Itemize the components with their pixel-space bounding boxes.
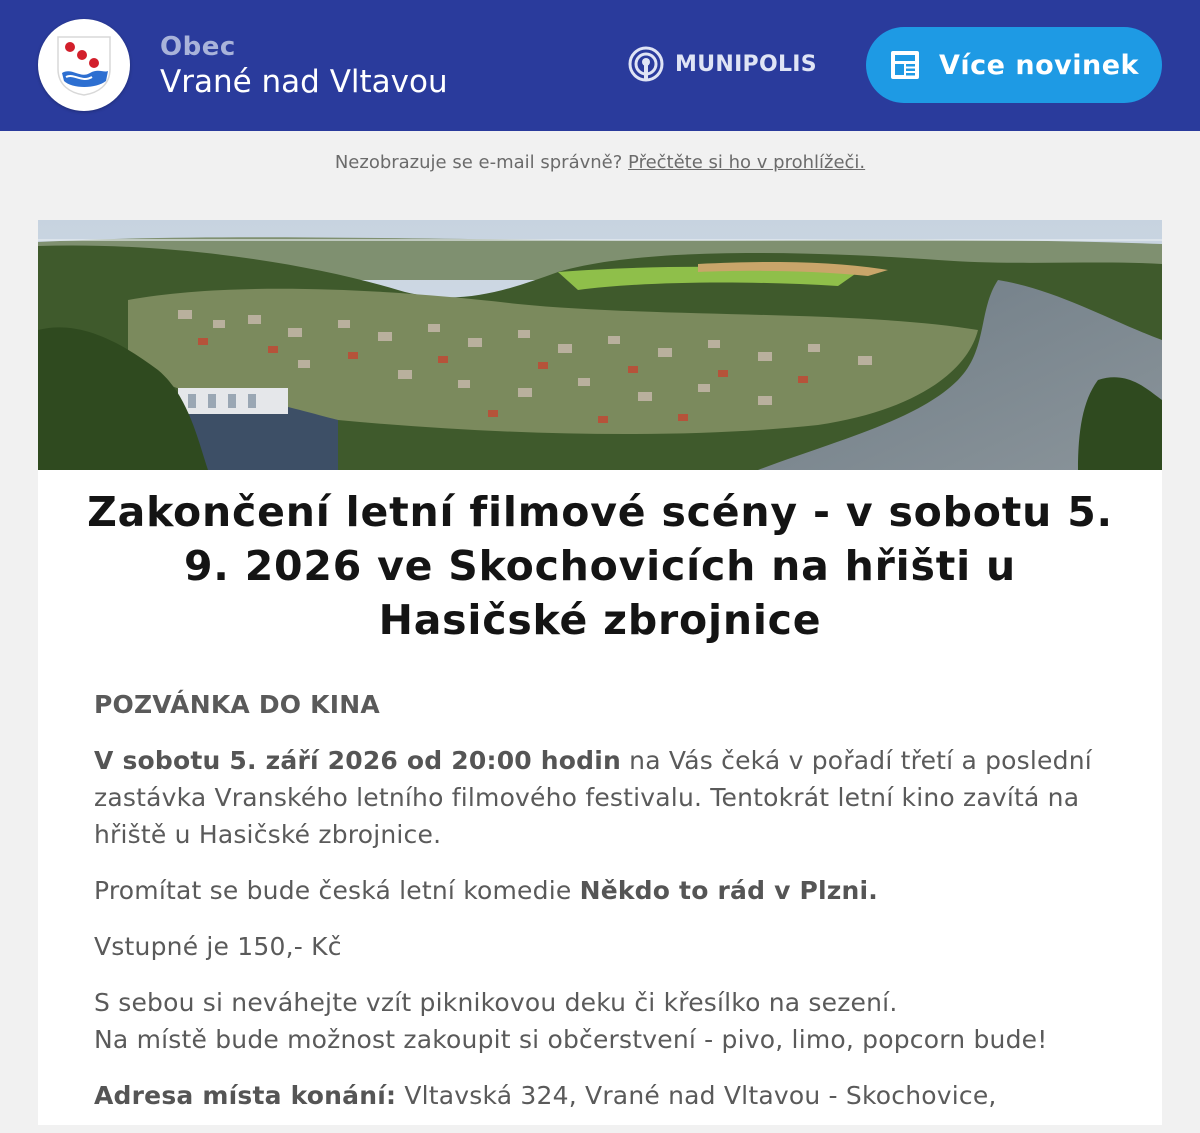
- paragraph-admission: Vstupné je 150,- Kč: [94, 932, 342, 961]
- bring-line: S sebou si neváhejte vzít piknikovou deku či křesílko na sezení.: [94, 988, 898, 1017]
- munipolis-label: MUNIPOLIS: [675, 51, 817, 77]
- view-in-browser-link[interactable]: Přečtěte si ho v prohlížeči.: [628, 152, 866, 173]
- browser-note-text: Nezobrazuje se e-mail správně?: [334, 152, 623, 173]
- org-type-label: Obec: [160, 32, 236, 62]
- more-news-label: Více novinek: [939, 49, 1139, 81]
- newspaper-icon: [889, 49, 921, 81]
- film-title: Někdo to rád v Plzni.: [579, 876, 878, 905]
- refreshments-line: Na místě bude možnost zakoupit si občerstvení - pivo, limo, popcorn bude!: [94, 1025, 1048, 1054]
- hero-image: [38, 220, 1162, 470]
- article-card: [38, 220, 1162, 1125]
- address-value: Vltavská 324, Vrané nad Vltavou - Skochovice,: [396, 1081, 997, 1110]
- org-name: Vrané nad Vltavou: [160, 64, 448, 100]
- paragraph-film: [94, 872, 1114, 909]
- munipolis-brand[interactable]: [627, 46, 817, 82]
- article-title: Zakončení letní filmové scény - v sobotu 5. 9. 2026 ve Skochovicích na hřišti u Hasičské zbrojnice: [87, 488, 1113, 644]
- paragraph-bring: [94, 984, 1114, 1058]
- paragraph-event-date: [94, 742, 1114, 853]
- paragraph-address: [94, 1077, 1114, 1114]
- municipal-crest-icon[interactable]: [38, 19, 130, 111]
- more-news-button[interactable]: [866, 27, 1162, 103]
- broadcast-icon: [627, 45, 665, 83]
- article-body: [94, 686, 1114, 1133]
- event-description: na Vás čeká v pořadí třetí a poslední zastávka Vranského letního filmového festivalu. Tentokrát letní kino zavítá na hřiště u Hasičské zbrojnice.: [94, 746, 1092, 849]
- invite-heading: POZVÁNKA DO KINA: [94, 690, 380, 719]
- film-intro: Promítat se bude česká letní komedie: [94, 876, 580, 905]
- event-date-bold: V sobotu 5. září 2026 od 20:00 hodin: [94, 746, 622, 775]
- header-bar: [0, 0, 1200, 131]
- address-label: Adresa místa konání:: [94, 1081, 397, 1110]
- browser-view-note: [0, 152, 1200, 173]
